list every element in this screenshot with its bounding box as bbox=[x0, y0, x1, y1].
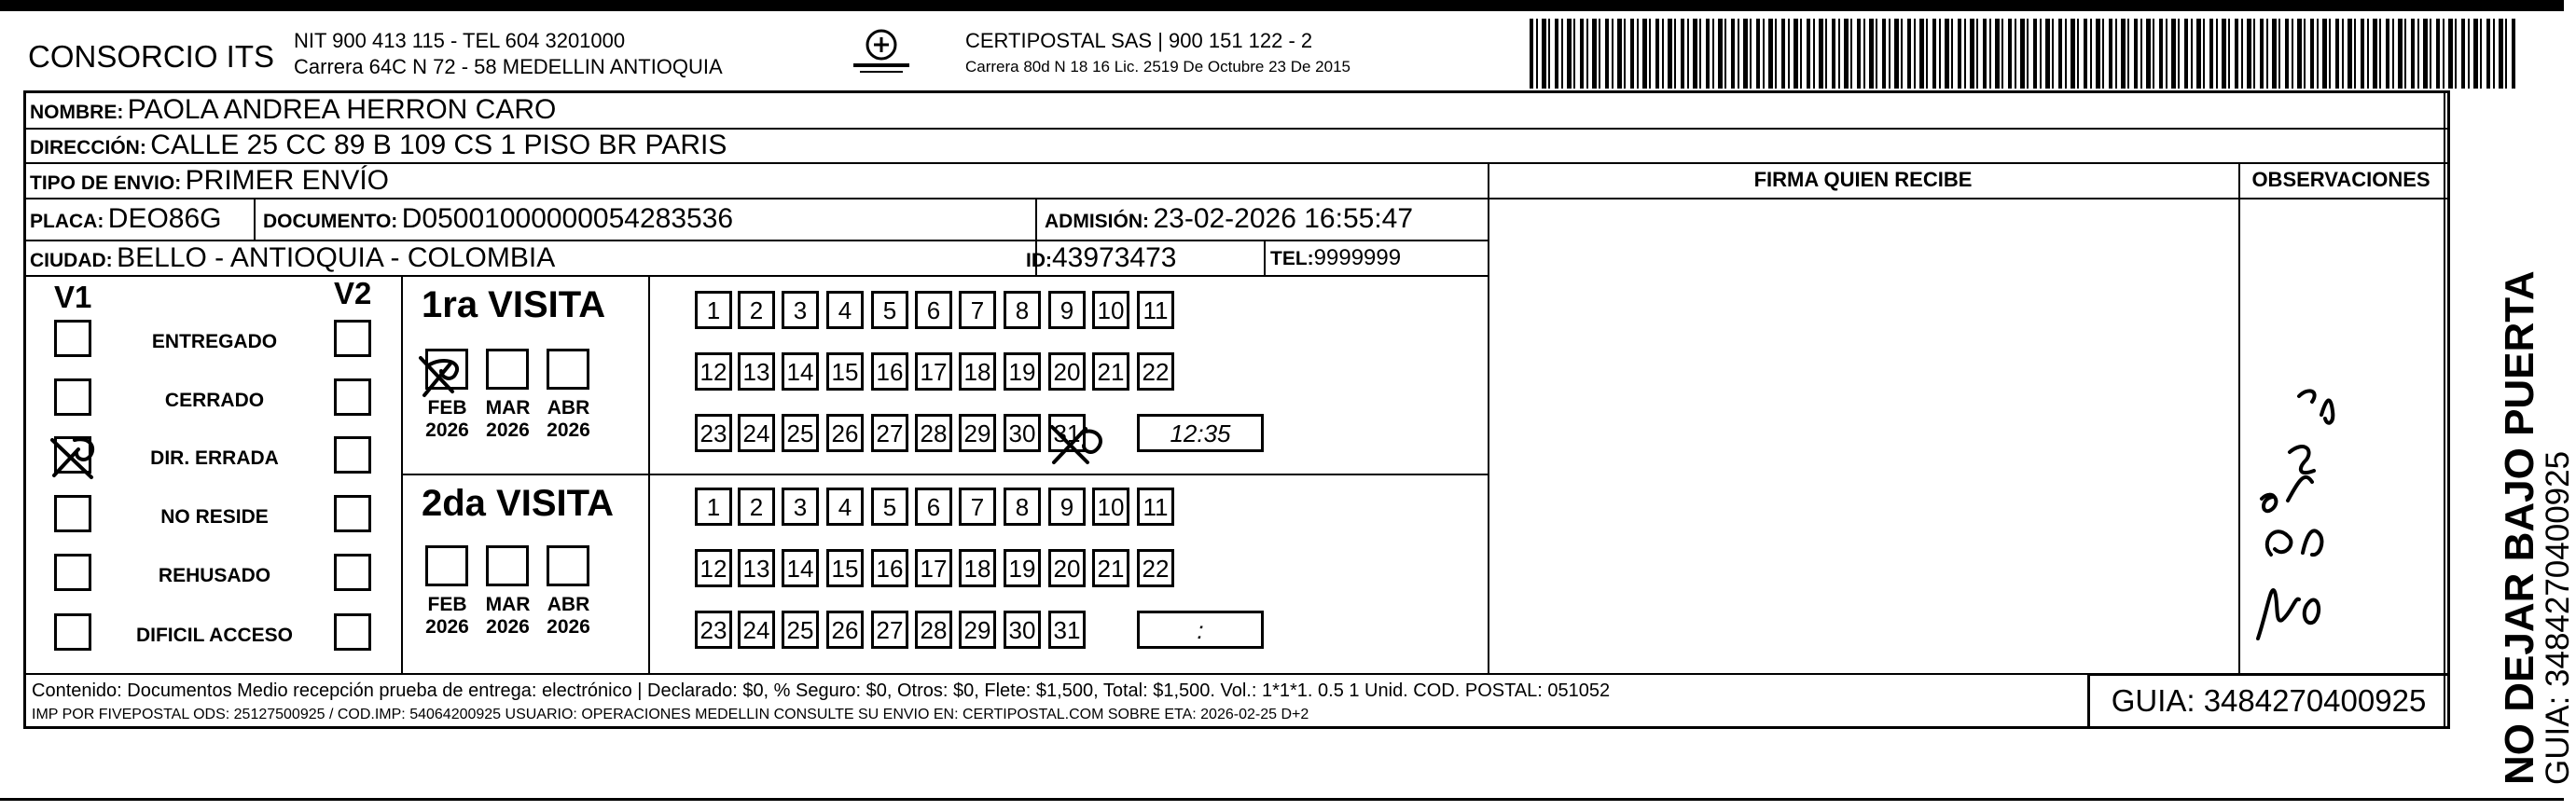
status-checkbox-v1[interactable] bbox=[54, 495, 91, 532]
day-box[interactable]: 7 bbox=[959, 488, 996, 526]
second-visit-title: 2da VISITA bbox=[422, 483, 614, 524]
day-box[interactable]: 12 bbox=[695, 352, 732, 391]
company-info bbox=[294, 28, 723, 80]
day-box[interactable]: 3 bbox=[782, 291, 819, 329]
city-field bbox=[30, 241, 555, 280]
month-name: FEB bbox=[427, 397, 467, 419]
col-divider bbox=[254, 198, 256, 240]
type-value: PRIMER ENVÍO bbox=[185, 165, 390, 196]
day-box[interactable]: 11 bbox=[1137, 488, 1174, 526]
day-box[interactable]: 12 bbox=[695, 549, 732, 587]
company-name: CONSORCIO ITS bbox=[28, 39, 275, 74]
month-checkbox[interactable] bbox=[486, 349, 529, 390]
day-box[interactable]: 18 bbox=[959, 352, 996, 391]
document-label: DOCUMENTO: bbox=[263, 211, 398, 232]
day-box[interactable]: 4 bbox=[826, 488, 864, 526]
day-box[interactable]: 30 bbox=[1004, 414, 1041, 452]
bottom-border bbox=[0, 798, 2564, 801]
admission-value: 23-02-2026 16:55:47 bbox=[1153, 203, 1414, 234]
status-checkbox-v2[interactable] bbox=[334, 320, 371, 357]
time-box[interactable]: : bbox=[1137, 611, 1264, 649]
day-box[interactable]: 8 bbox=[1004, 291, 1041, 329]
day-box[interactable]: 26 bbox=[826, 611, 864, 649]
day-box[interactable]: 24 bbox=[738, 611, 775, 649]
first-visit-title: 1ra VISITA bbox=[422, 284, 606, 325]
day-box[interactable]: 16 bbox=[871, 549, 908, 587]
day-box[interactable]: 1 bbox=[695, 291, 732, 329]
day-box[interactable]: 28 bbox=[915, 414, 952, 452]
day-box[interactable]: 2 bbox=[738, 488, 775, 526]
status-checkbox-v2[interactable] bbox=[334, 613, 371, 651]
v1-header: V1 bbox=[54, 280, 92, 314]
month-checkbox[interactable] bbox=[547, 545, 589, 586]
day-box[interactable]: 2 bbox=[738, 291, 775, 329]
address-label: DIRECCIÓN: bbox=[30, 137, 146, 158]
day-box[interactable]: 16 bbox=[871, 352, 908, 391]
certipostal-logo bbox=[849, 26, 914, 77]
document-value: D05001000000054283536 bbox=[401, 203, 734, 234]
day-box[interactable]: 30 bbox=[1004, 611, 1041, 649]
day-box[interactable]: 4 bbox=[826, 291, 864, 329]
month-checkmark bbox=[415, 354, 490, 410]
day-box[interactable]: 26 bbox=[826, 414, 864, 452]
side-guia: GUIA: 3484270400925 bbox=[2540, 450, 2576, 785]
tel-value: 9999999 bbox=[1313, 245, 1402, 270]
status-checkmark bbox=[45, 433, 119, 488]
day-box[interactable]: 23 bbox=[695, 414, 732, 452]
status-checkbox-v2[interactable] bbox=[334, 436, 371, 474]
col-divider bbox=[1264, 240, 1266, 275]
day-box[interactable]: 14 bbox=[782, 549, 819, 587]
address-value: CALLE 25 CC 89 B 109 CS 1 PISO BR PARIS bbox=[150, 130, 727, 160]
month-label bbox=[482, 594, 533, 639]
day-box[interactable]: 6 bbox=[915, 291, 952, 329]
day-box[interactable]: 6 bbox=[915, 488, 952, 526]
month-checkbox[interactable] bbox=[547, 349, 589, 390]
document-field bbox=[263, 202, 733, 241]
day-checkmark bbox=[1046, 421, 1112, 470]
day-box[interactable]: 7 bbox=[959, 291, 996, 329]
day-box[interactable]: 18 bbox=[959, 549, 996, 587]
month-label bbox=[543, 397, 594, 442]
top-border bbox=[0, 0, 2564, 11]
month-year: 2026 bbox=[425, 419, 469, 441]
courier-nit: CERTIPOSTAL SAS | 900 151 122 - 2 bbox=[965, 29, 1313, 52]
status-label: CERRADO bbox=[164, 390, 265, 411]
status-checkbox-v1[interactable] bbox=[54, 554, 91, 591]
plate-label: PLACA: bbox=[30, 211, 104, 232]
admission-label: ADMISIÓN: bbox=[1045, 211, 1149, 232]
footer-divider bbox=[23, 673, 2450, 675]
side-notice bbox=[2497, 270, 2576, 785]
plate-field bbox=[30, 202, 222, 241]
month-checkbox[interactable] bbox=[486, 545, 529, 586]
city-value: BELLO - ANTIOQUIA - COLOMBIA bbox=[117, 242, 556, 273]
status-checkbox-v2[interactable] bbox=[334, 495, 371, 532]
month-year: 2026 bbox=[486, 616, 530, 638]
day-box[interactable]: 27 bbox=[871, 611, 908, 649]
day-box[interactable]: 23 bbox=[695, 611, 732, 649]
col-divider bbox=[1488, 162, 1489, 673]
day-box[interactable]: 13 bbox=[738, 352, 775, 391]
month-checkbox[interactable] bbox=[425, 545, 468, 586]
month-name: MAR bbox=[485, 594, 531, 615]
status-checkbox-v2[interactable] bbox=[334, 554, 371, 591]
day-box[interactable]: 20 bbox=[1048, 549, 1086, 587]
day-box[interactable]: 15 bbox=[826, 549, 864, 587]
month-name: ABR bbox=[547, 397, 590, 419]
day-box[interactable]: 8 bbox=[1004, 488, 1041, 526]
status-checkbox-v1[interactable] bbox=[54, 320, 91, 357]
col-divider bbox=[2444, 90, 2445, 729]
day-box[interactable]: 3 bbox=[782, 488, 819, 526]
day-box[interactable]: 11 bbox=[1137, 291, 1174, 329]
status-label: DIR. ERRADA bbox=[150, 447, 279, 469]
status-checkbox-v1[interactable] bbox=[54, 613, 91, 651]
day-box[interactable]: 31 bbox=[1048, 611, 1086, 649]
day-box[interactable]: 14 bbox=[782, 352, 819, 391]
observations-header: OBSERVACIONES bbox=[2251, 168, 2431, 191]
day-box[interactable]: 22 bbox=[1137, 352, 1174, 391]
address-field bbox=[30, 129, 727, 167]
plate-value: DEO86G bbox=[107, 203, 222, 234]
footer-contents: Contenido: Documentos Medio recepción prueba de entrega: electrónico | Declarado: $0, % Seguro: $0, Otros: $0, Flete: $1,500, Total: $1,500. Vol.: 1*1*1. 0.5 1 Unid. COD. POSTAL: 051052 bbox=[32, 680, 1611, 701]
month-name: FEB bbox=[427, 594, 467, 615]
day-box[interactable]: 28 bbox=[915, 611, 952, 649]
status-label: DIFICIL ACCESO bbox=[135, 625, 293, 646]
type-field bbox=[30, 164, 389, 202]
visit-divider bbox=[401, 474, 1488, 475]
month-name: ABR bbox=[547, 594, 590, 615]
month-year: 2026 bbox=[486, 419, 530, 441]
guia-number: GUIA: 3484270400925 bbox=[2087, 673, 2450, 729]
month-year: 2026 bbox=[425, 616, 469, 638]
day-box[interactable]: 20 bbox=[1048, 352, 1086, 391]
day-box[interactable]: 21 bbox=[1092, 352, 1129, 391]
type-label: TIPO DE ENVIO: bbox=[30, 172, 182, 194]
time-box[interactable]: 12:35 bbox=[1137, 414, 1264, 452]
day-box[interactable]: 29 bbox=[959, 414, 996, 452]
tel-label: TEL: bbox=[1270, 248, 1314, 269]
company-nit: NIT 900 413 115 - TEL 604 3201000 bbox=[294, 29, 626, 52]
id-label: ID: bbox=[1026, 250, 1052, 271]
day-box[interactable]: 5 bbox=[871, 291, 908, 329]
courier-info bbox=[965, 28, 1350, 80]
day-box[interactable]: 27 bbox=[871, 414, 908, 452]
day-box[interactable]: 10 bbox=[1092, 488, 1129, 526]
day-box[interactable]: 24 bbox=[738, 414, 775, 452]
day-box[interactable]: 15 bbox=[826, 352, 864, 391]
day-box[interactable]: 17 bbox=[915, 549, 952, 587]
day-box[interactable]: 17 bbox=[915, 352, 952, 391]
month-label bbox=[482, 397, 533, 442]
observation-handwriting bbox=[2234, 359, 2374, 657]
day-box[interactable]: 29 bbox=[959, 611, 996, 649]
admission-field bbox=[1045, 202, 1413, 241]
tel-field bbox=[1270, 241, 1401, 278]
day-box[interactable]: 25 bbox=[782, 414, 819, 452]
barcode bbox=[1530, 19, 2518, 89]
v2-header: V2 bbox=[334, 276, 372, 310]
side-warning: NO DEJAR BAJO PUERTA bbox=[2497, 270, 2542, 785]
name-field bbox=[30, 93, 556, 131]
courier-address: Carrera 80d N 18 16 Lic. 2519 De Octubre 23 De 2015 bbox=[965, 58, 1350, 76]
city-label: CIUDAD: bbox=[30, 250, 113, 271]
day-box[interactable]: 10 bbox=[1092, 291, 1129, 329]
day-box[interactable]: 19 bbox=[1004, 352, 1041, 391]
signature-header: FIRMA QUIEN RECIBE bbox=[1753, 168, 1973, 191]
day-box[interactable]: 5 bbox=[871, 488, 908, 526]
month-name: MAR bbox=[485, 397, 531, 419]
day-box[interactable]: 19 bbox=[1004, 549, 1041, 587]
id-field bbox=[1026, 241, 1176, 280]
day-box[interactable]: 22 bbox=[1137, 549, 1174, 587]
id-value: 43973473 bbox=[1052, 242, 1177, 273]
row-divider bbox=[1488, 198, 2450, 199]
footer-print-info: IMP POR FIVEPOSTAL ODS: 25127500925 / COD.IMP: 54064200925 USUARIO: OPERACIONES MEDELLIN CONSULTE SU ENVIO EN: CERTIPOSTAL.COM SOBRE ETA: 2026-02-25 D+2 bbox=[32, 707, 1309, 722]
day-box[interactable]: 13 bbox=[738, 549, 775, 587]
company-address: Carrera 64C N 72 - 58 MEDELLIN ANTIOQUIA bbox=[294, 55, 723, 78]
name-value: PAOLA ANDREA HERRON CARO bbox=[127, 94, 557, 125]
month-label bbox=[422, 594, 473, 639]
status-checkbox-v2[interactable] bbox=[334, 378, 371, 416]
month-label bbox=[543, 594, 594, 639]
day-box[interactable]: 9 bbox=[1048, 291, 1086, 329]
status-label: NO RESIDE bbox=[160, 506, 269, 528]
footer-text bbox=[32, 679, 2074, 727]
status-checkbox-v1[interactable] bbox=[54, 378, 91, 416]
day-box[interactable]: 31 bbox=[1048, 414, 1086, 452]
day-box[interactable]: 21 bbox=[1092, 549, 1129, 587]
day-box[interactable]: 9 bbox=[1048, 488, 1086, 526]
name-label: NOMBRE: bbox=[30, 102, 124, 123]
status-label: REHUSADO bbox=[158, 565, 271, 586]
status-label: ENTREGADO bbox=[151, 331, 278, 352]
month-year: 2026 bbox=[547, 419, 590, 441]
day-box[interactable]: 1 bbox=[695, 488, 732, 526]
day-box[interactable]: 25 bbox=[782, 611, 819, 649]
month-year: 2026 bbox=[547, 616, 590, 638]
